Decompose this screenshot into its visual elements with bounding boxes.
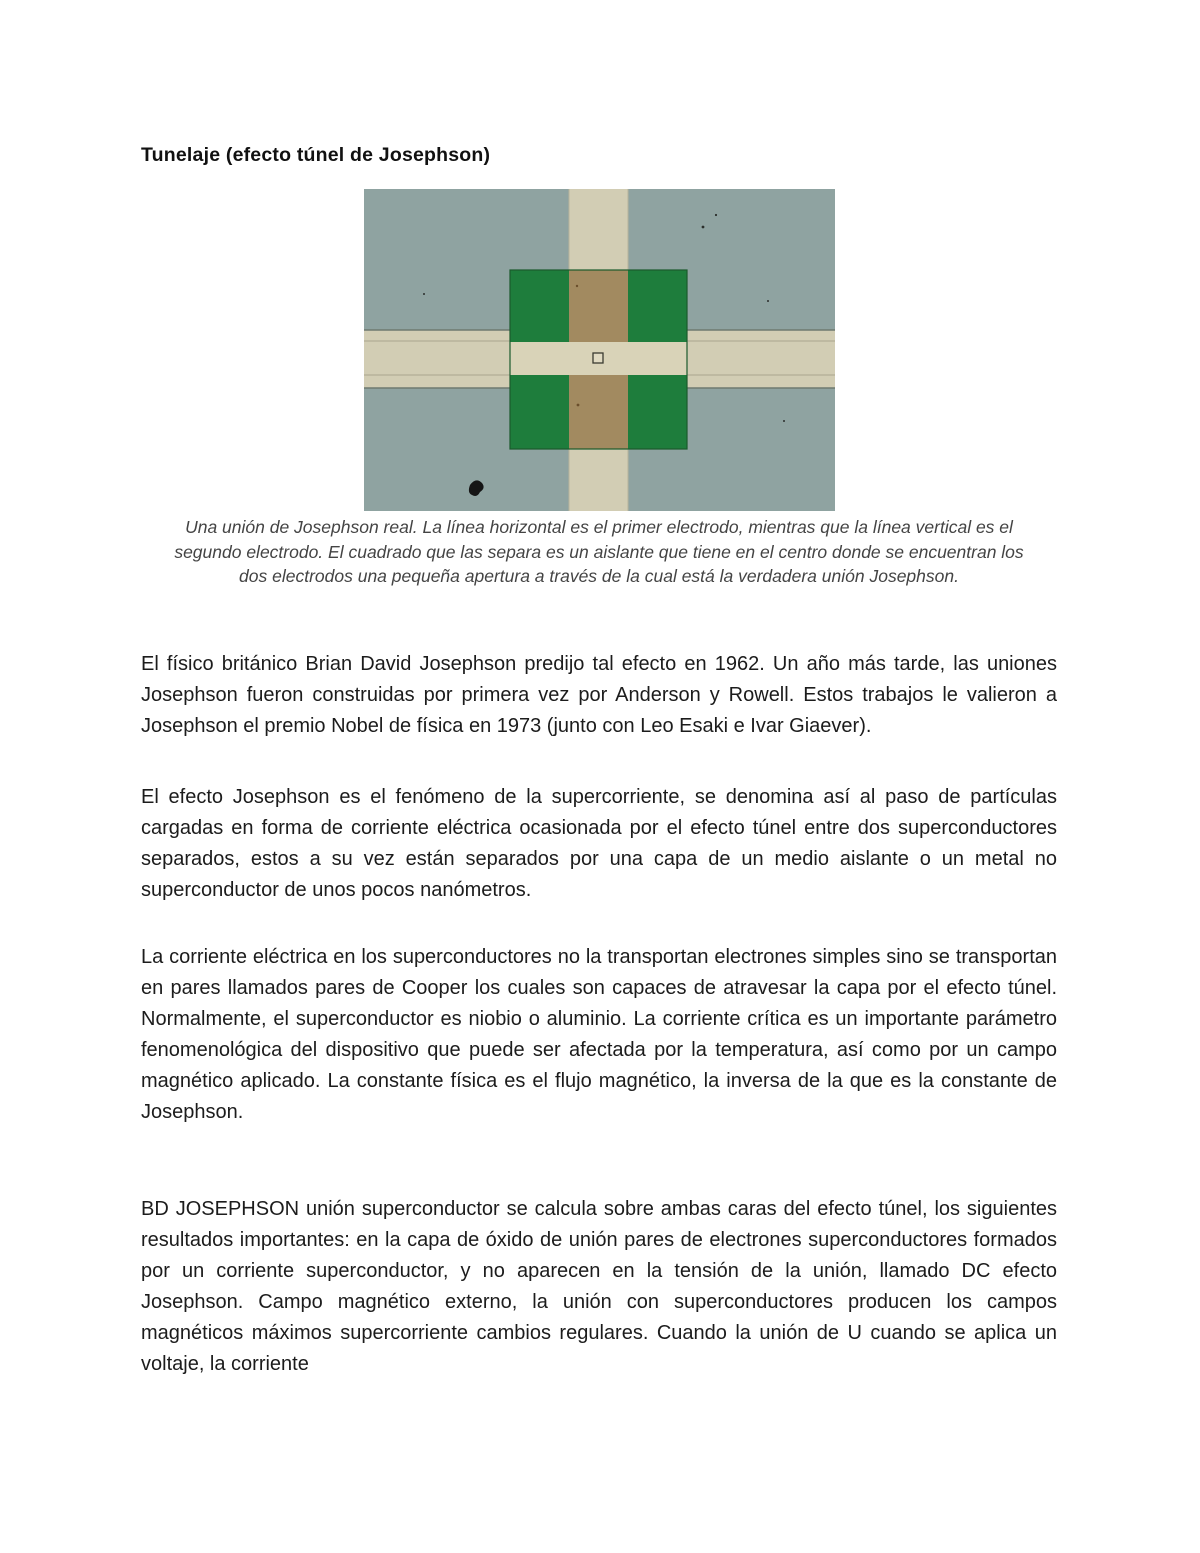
junction-aperture	[593, 353, 603, 363]
body-paragraph: El efecto Josephson es el fenómeno de la supercorriente, se denomina así al paso de partículas cargadas en forma de corriente eléctrica ocasionada por el efecto túnel entre dos superconductores separados, estos a su vez están separados por una capa de un medio aislante o un metal no superconductor de unos pocos nanómetros.	[141, 786, 1057, 901]
section-title: Tunelaje (efecto túnel de Josephson)	[141, 144, 491, 166]
figure-caption: Una unión de Josephson real. La línea horizontal es el primer electrodo, mientras que la línea vertical es el segundo electrodo. El cuadrado que las separa es un aislante que tiene en el centro donde se encuentran los dos electrodos una pequeña apertura a través de la cual está la verdadera unión Josephson.	[174, 517, 1024, 586]
josephson-junction-photo	[364, 189, 835, 511]
body-paragraph: BD JOSEPHSON unión superconductor se calcula sobre ambas caras del efecto túnel, los siguientes resultados importantes: en la capa de óxido de unión pares de electrones superconductores formados por un corriente superconductor, y no aparecen en la tensión de la unión, llamado DC efecto Josephson. Campo magnético externo, la unión con superconductores producen los campos magnéticos máximos supercorriente cambios regulares. Cuando la unión de U cuando se aplica un voltaje, la corriente	[141, 1198, 1057, 1375]
body-paragraph: El físico británico Brian David Josephson predijo tal efecto en 1962. Un año más tarde, las uniones Josephson fueron construidas por primera vez por Anderson y Rowell. Estos trabajos le valieron a Josephson el premio Nobel de física en 1973 (junto con Leo Esaki e Ivar Giaever).	[141, 653, 1057, 737]
body-paragraph: La corriente eléctrica en los superconductores no la transportan electrones simples sino se transportan en pares llamados pares de Cooper los cuales son capaces de atravesar la capa por el efecto túnel. Normalmente, el superconductor es niobio o aluminio. La corriente crítica es un importante parámetro fenomenológica del dispositivo que puede ser afectada por la temperatura, así como por un campo magnético aplicado. La constante física es el flujo magnético, la inversa de la que es la constante de Josephson.	[141, 946, 1057, 1123]
